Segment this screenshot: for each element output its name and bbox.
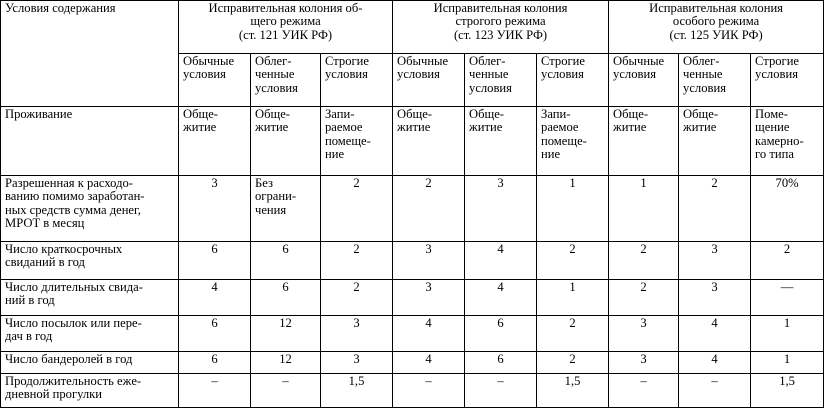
table-cell: 2 <box>537 316 609 352</box>
table-cell: 2 <box>537 242 609 280</box>
table-cell: 6 <box>179 352 251 374</box>
table-cell: 2 <box>609 280 679 316</box>
table-cell: 6 <box>251 280 321 316</box>
table-cell: — <box>751 280 824 316</box>
table-cell: 1 <box>751 316 824 352</box>
table-cell: 3 <box>321 316 393 352</box>
table-cell: 1,5 <box>537 374 609 408</box>
table-cell: 2 <box>321 242 393 280</box>
table-row <box>1 280 824 316</box>
table-cell: – <box>393 374 465 408</box>
table-cell: – <box>679 374 751 408</box>
table-cell: 4 <box>465 242 537 280</box>
table-row <box>1 352 824 374</box>
table-cell: Запи- раемое помеще- ние <box>321 107 393 176</box>
table-cell: 2 <box>609 242 679 280</box>
table-cell: 2 <box>537 352 609 374</box>
table-cell: Обще- житие <box>393 107 465 176</box>
header-row-colonies <box>1 1 824 54</box>
table-cell: 4 <box>393 352 465 374</box>
table-row <box>1 176 824 242</box>
colony-special-header: Исправительная колония особого режима (ст. 125 УИК РФ) <box>609 1 824 54</box>
sub-header: Обычные условия <box>609 54 679 107</box>
sub-header: Строгие условия <box>751 54 824 107</box>
table-cell: – <box>465 374 537 408</box>
sub-header: Облег- ченные условия <box>251 54 321 107</box>
table-cell: 1,5 <box>751 374 824 408</box>
table-cell: 2 <box>321 176 393 242</box>
table-cell: 1 <box>537 176 609 242</box>
table-cell: Поме- щение камерно- го типа <box>751 107 824 176</box>
colony-general-header: Исправительная колония об- щего режима (ст. 121 УИК РФ) <box>179 1 393 54</box>
table-cell: Запи- раемое помеще- ние <box>537 107 609 176</box>
table-cell: 3 <box>393 242 465 280</box>
row-label: Число краткосрочных свиданий в год <box>1 242 179 280</box>
row-label: Число посылок или пере- дач в год <box>1 316 179 352</box>
table-cell: Обще- житие <box>679 107 751 176</box>
table-cell: 3 <box>465 176 537 242</box>
table-cell: 4 <box>465 280 537 316</box>
table-cell: 4 <box>393 316 465 352</box>
sub-header: Облег- ченные условия <box>679 54 751 107</box>
table-cell: 6 <box>251 242 321 280</box>
table-cell: 2 <box>679 176 751 242</box>
table-cell: 2 <box>393 176 465 242</box>
sub-header: Строгие условия <box>537 54 609 107</box>
table-cell: 6 <box>465 316 537 352</box>
table-cell: 4 <box>679 316 751 352</box>
table-cell: 70% <box>751 176 824 242</box>
sub-header: Обычные условия <box>393 54 465 107</box>
table-cell: 1 <box>609 176 679 242</box>
table-row <box>1 107 824 176</box>
table-cell: Обще- житие <box>179 107 251 176</box>
table-cell: Обще- житие <box>609 107 679 176</box>
sub-header: Облег- ченные условия <box>465 54 537 107</box>
table-cell: 3 <box>321 352 393 374</box>
table-cell: 4 <box>679 352 751 374</box>
conditions-header: Условия содержания <box>1 1 179 107</box>
table-cell: 3 <box>393 280 465 316</box>
table-cell: 1,5 <box>321 374 393 408</box>
table-cell: 6 <box>179 242 251 280</box>
table-cell: 2 <box>751 242 824 280</box>
table-cell: Обще- житие <box>465 107 537 176</box>
table-row <box>1 242 824 280</box>
table-cell: Обще- житие <box>251 107 321 176</box>
table-cell: 4 <box>179 280 251 316</box>
sub-header: Строгие условия <box>321 54 393 107</box>
table-row <box>1 374 824 408</box>
sub-header: Обычные условия <box>179 54 251 107</box>
table-cell: 3 <box>679 280 751 316</box>
table-cell: 1 <box>537 280 609 316</box>
row-label: Число длительных свида- ний в год <box>1 280 179 316</box>
table-cell: – <box>609 374 679 408</box>
table-cell: 6 <box>179 316 251 352</box>
table-row <box>1 316 824 352</box>
row-label: Число бандеролей в год <box>1 352 179 374</box>
row-label: Продолжительность ежe- дневной прогулки <box>1 374 179 408</box>
table-cell: 3 <box>609 316 679 352</box>
table-cell: 2 <box>321 280 393 316</box>
table-cell: 3 <box>679 242 751 280</box>
table-cell: – <box>179 374 251 408</box>
colony-strict-header: Исправительная колония строгого режима (ст. 123 УИК РФ) <box>393 1 609 54</box>
table-cell: – <box>251 374 321 408</box>
table-cell: 12 <box>251 352 321 374</box>
table-cell: 12 <box>251 316 321 352</box>
table-cell: Без ограни- чения <box>251 176 321 242</box>
row-label: Проживание <box>1 107 179 176</box>
row-label: Разрешенная к расходо- ванию помимо заработан- ных средств сумма денег, МРОТ в месяц <box>1 176 179 242</box>
table-cell: 3 <box>179 176 251 242</box>
table-cell: 6 <box>465 352 537 374</box>
table-cell: 3 <box>609 352 679 374</box>
table-cell: 1 <box>751 352 824 374</box>
